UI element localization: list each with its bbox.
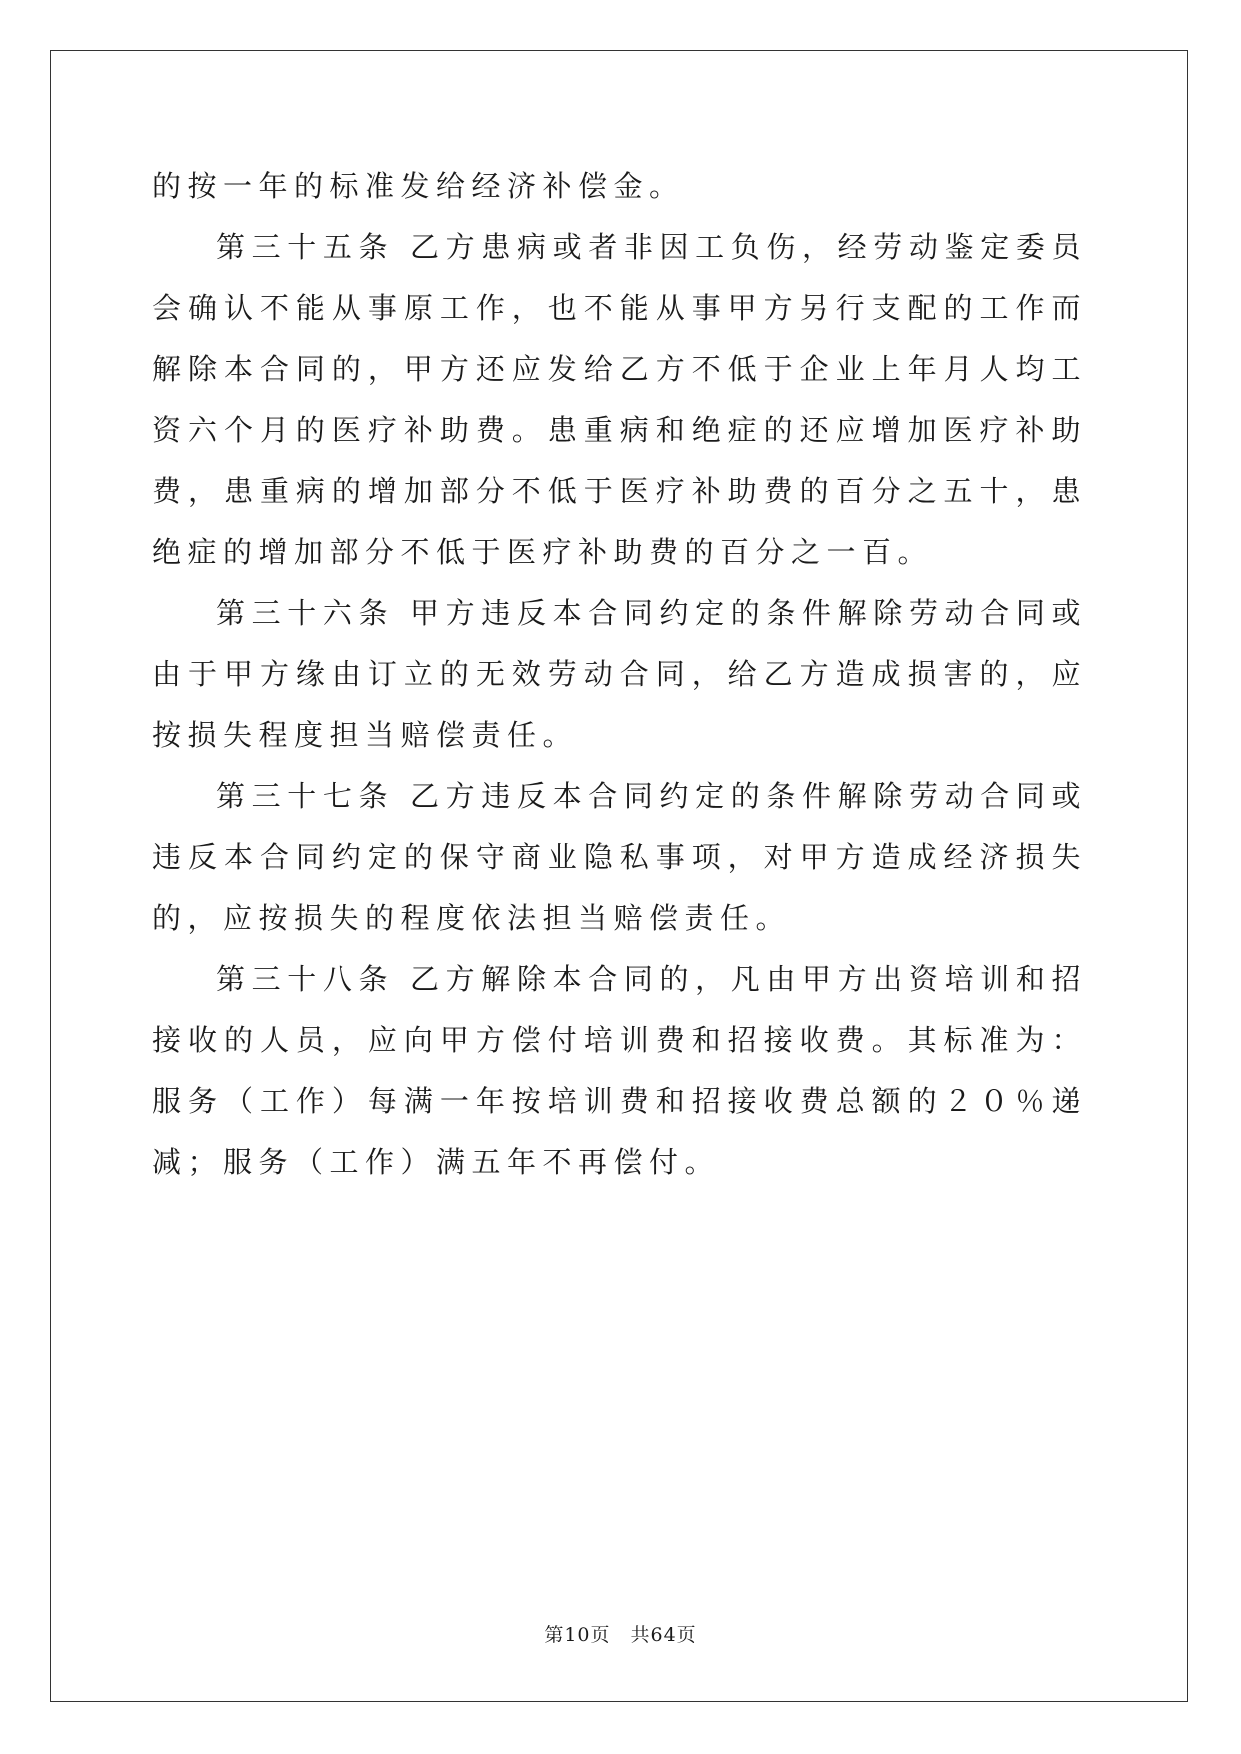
page-number-footer: 第10页 共64页 [544, 1624, 697, 1646]
paragraph-article-38: 第三十八条 乙方解除本合同的，凡由甲方出资培训和招接收的人员，应向甲方偿付培训费和招接收费。其标准为：服务（工作）每满一年按培训费和招接收费总额的２０％递减；服务（工作）满五年不再偿付。 [152, 962, 1087, 1179]
paragraph-article-36: 第三十六条 甲方违反本合同约定的条件解除劳动合同或由于甲方缘由订立的无效劳动合同，给乙方造成损害的，应按损失程度担当赔偿责任。 [152, 596, 1087, 752]
paragraph-1: 的按一年的标准发给经济补偿金。 [152, 169, 685, 203]
document-body [152, 156, 1087, 1193]
paragraph-article-35: 第三十五条 乙方患病或者非因工负伤，经劳动鉴定委员会确认不能从事原工作，也不能从事甲方另行支配的工作而解除本合同的，甲方还应发给乙方不低于企业上年月人均工资六个月的医疗补助费。患重病和绝症的还应增加医疗补助费，患重病的增加部分不低于医疗补助费的百分之五十，患绝症的增加部分不低于医疗补助费的百分之一百。 [152, 230, 1087, 569]
paragraph-article-37: 第三十七条 乙方违反本合同约定的条件解除劳动合同或违反本合同约定的保守商业隐私事项，对甲方造成经济损失的，应按损失的程度依法担当赔偿责任。 [152, 779, 1087, 935]
